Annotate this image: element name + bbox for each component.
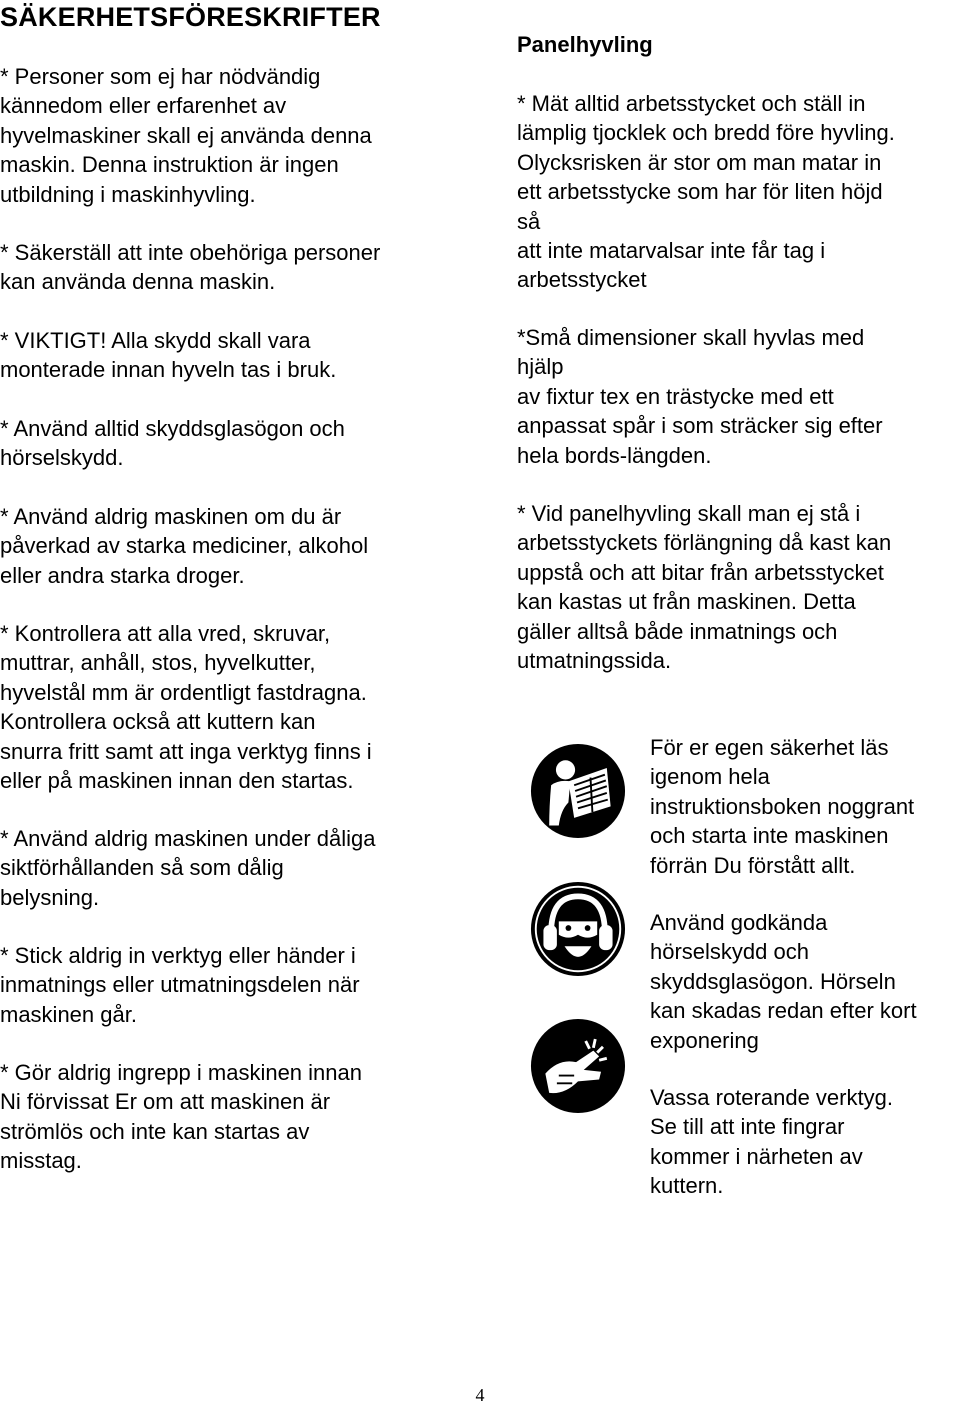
text-line: arbetsstyckets förlängning då kast kan: [517, 530, 892, 556]
text-line: igenom hela: [650, 764, 770, 790]
text-line: * VIKTIGT! Alla skydd skall vara: [0, 328, 311, 353]
text-line: hörselskydd.: [0, 445, 124, 471]
text-line: eller andra starka droger.: [0, 562, 245, 588]
panel-planing-paragraph: [517, 89, 960, 295]
text-line: att inte matarvalsar inte får tag i: [517, 238, 826, 264]
text-line: belysning.: [0, 884, 100, 910]
text-line: * Gör aldrig ingrepp i maskinen innan: [0, 1060, 362, 1085]
text-line: För er egen säkerhet läs: [650, 735, 889, 760]
text-line: * Mät alltid arbetsstycket och ställ in: [517, 91, 866, 116]
hearing-eye-protection-icon: [530, 881, 626, 977]
text-line: Vassa roterande verktyg.: [650, 1085, 893, 1110]
text-line: kommer i närheten av: [650, 1143, 863, 1169]
text-line: gäller alltså både inmatnings och: [517, 618, 838, 644]
text-line: förrän Du förstått allt.: [650, 852, 856, 878]
symbol-description: [650, 733, 960, 880]
text-line: hyvelstål mm är ordentligt fastdragna.: [0, 679, 367, 705]
text-line: muttrar, anhåll, stos, hyvelkutter,: [0, 650, 316, 676]
text-line: kännedom eller erfarenhet av: [0, 93, 287, 119]
text-line: misstag.: [0, 1148, 82, 1174]
text-line: anpassat spår i som sträcker sig efter: [517, 413, 883, 439]
text-line: * Använd aldrig maskinen under dåliga: [0, 826, 376, 851]
read-manual-icon: [530, 743, 626, 839]
text-line: * Använd aldrig maskinen om du är: [0, 504, 342, 529]
text-line: monterade innan hyveln tas i bruk.: [0, 357, 337, 383]
text-line: kan använda denna maskin.: [0, 269, 276, 295]
text-line: *Små dimensioner skall hyvlas med: [517, 325, 865, 350]
text-line: Se till att inte fingrar: [650, 1114, 845, 1140]
text-line: kuttern.: [650, 1173, 724, 1199]
text-line: hela bords-längden.: [517, 442, 712, 468]
text-line: kan skadas redan efter kort: [650, 998, 917, 1024]
text-line: * Kontrollera att alla vred, skruvar,: [0, 621, 331, 646]
panel-planing-paragraph: [517, 323, 960, 470]
safety-rule-paragraph: [0, 1058, 470, 1176]
text-line: hörselskydd och: [650, 939, 809, 965]
text-line: arbetsstycket: [517, 267, 647, 293]
text-line: siktförhållanden så som dålig: [0, 855, 284, 881]
text-line: exponering: [650, 1027, 759, 1053]
text-line: påverkad av starka mediciner, alkohol: [0, 533, 369, 559]
text-line: hjälp: [517, 354, 564, 380]
panel-planing-paragraph: [517, 499, 960, 675]
safety-rule-paragraph: [0, 502, 470, 590]
sharp-blade-warning-icon: [530, 1018, 626, 1114]
text-line: så: [517, 208, 541, 234]
text-line: strömlös och inte kan startas av: [0, 1118, 310, 1144]
text-line: * Vid panelhyvling skall man ej stå i: [517, 501, 861, 526]
text-line: * Använd alltid skyddsglasögon och: [0, 416, 345, 441]
text-line: * Säkerställ att inte obehöriga personer: [0, 240, 381, 265]
safety-rule-paragraph: [0, 824, 470, 912]
text-line: maskin. Denna instruktion är ingen: [0, 152, 339, 178]
text-line: * Stick aldrig in verktyg eller händer i: [0, 943, 356, 968]
text-line: maskinen går.: [0, 1001, 137, 1027]
text-line: ett arbetsstycke som har för liten höjd: [517, 179, 883, 205]
section-heading: Panelhyvling: [517, 32, 653, 57]
safety-rule-paragraph: [0, 414, 470, 473]
text-line: inmatnings eller utmatningsdelen när: [0, 972, 360, 998]
safety-rule-paragraph: [0, 238, 470, 297]
safety-rule-paragraph: [0, 941, 470, 1029]
safety-rule-paragraph: [0, 62, 470, 209]
text-line: * Personer som ej har nödvändig: [0, 64, 321, 89]
text-line: instruktionsboken noggrant: [650, 793, 915, 819]
text-line: och starta inte maskinen: [650, 823, 889, 849]
page-title: SÄKERHETSFÖRESKRIFTER: [0, 2, 381, 32]
symbol-description: [650, 1083, 960, 1201]
text-line: eller på maskinen innan den startas.: [0, 768, 354, 794]
text-line: hyvelmaskiner skall ej använda denna: [0, 122, 372, 148]
symbol-description: [650, 908, 960, 1055]
text-line: kan kastas ut från maskinen. Detta: [517, 589, 856, 615]
text-line: Olycksrisken är stor om man matar in: [517, 149, 882, 175]
text-line: snurra fritt samt att inga verktyg finns i: [0, 738, 372, 764]
text-line: Använd godkända: [650, 910, 828, 935]
safety-rule-paragraph: [0, 619, 470, 795]
text-line: av fixtur tex en trästycke med ett: [517, 383, 834, 409]
safety-rule-paragraph: [0, 326, 470, 385]
page-number: 4: [475, 1385, 485, 1405]
text-line: uppstå och att bitar från arbetsstycket: [517, 559, 884, 585]
text-line: utbildning i maskinhyvling.: [0, 181, 256, 207]
text-line: skyddsglasögon. Hörseln: [650, 968, 896, 994]
text-line: utmatningssida.: [517, 648, 672, 674]
text-line: Kontrollera också att kuttern kan: [0, 709, 316, 735]
text-line: lämplig tjocklek och bredd före hyvling.: [517, 120, 895, 146]
text-line: Ni förvissat Er om att maskinen är: [0, 1089, 331, 1115]
